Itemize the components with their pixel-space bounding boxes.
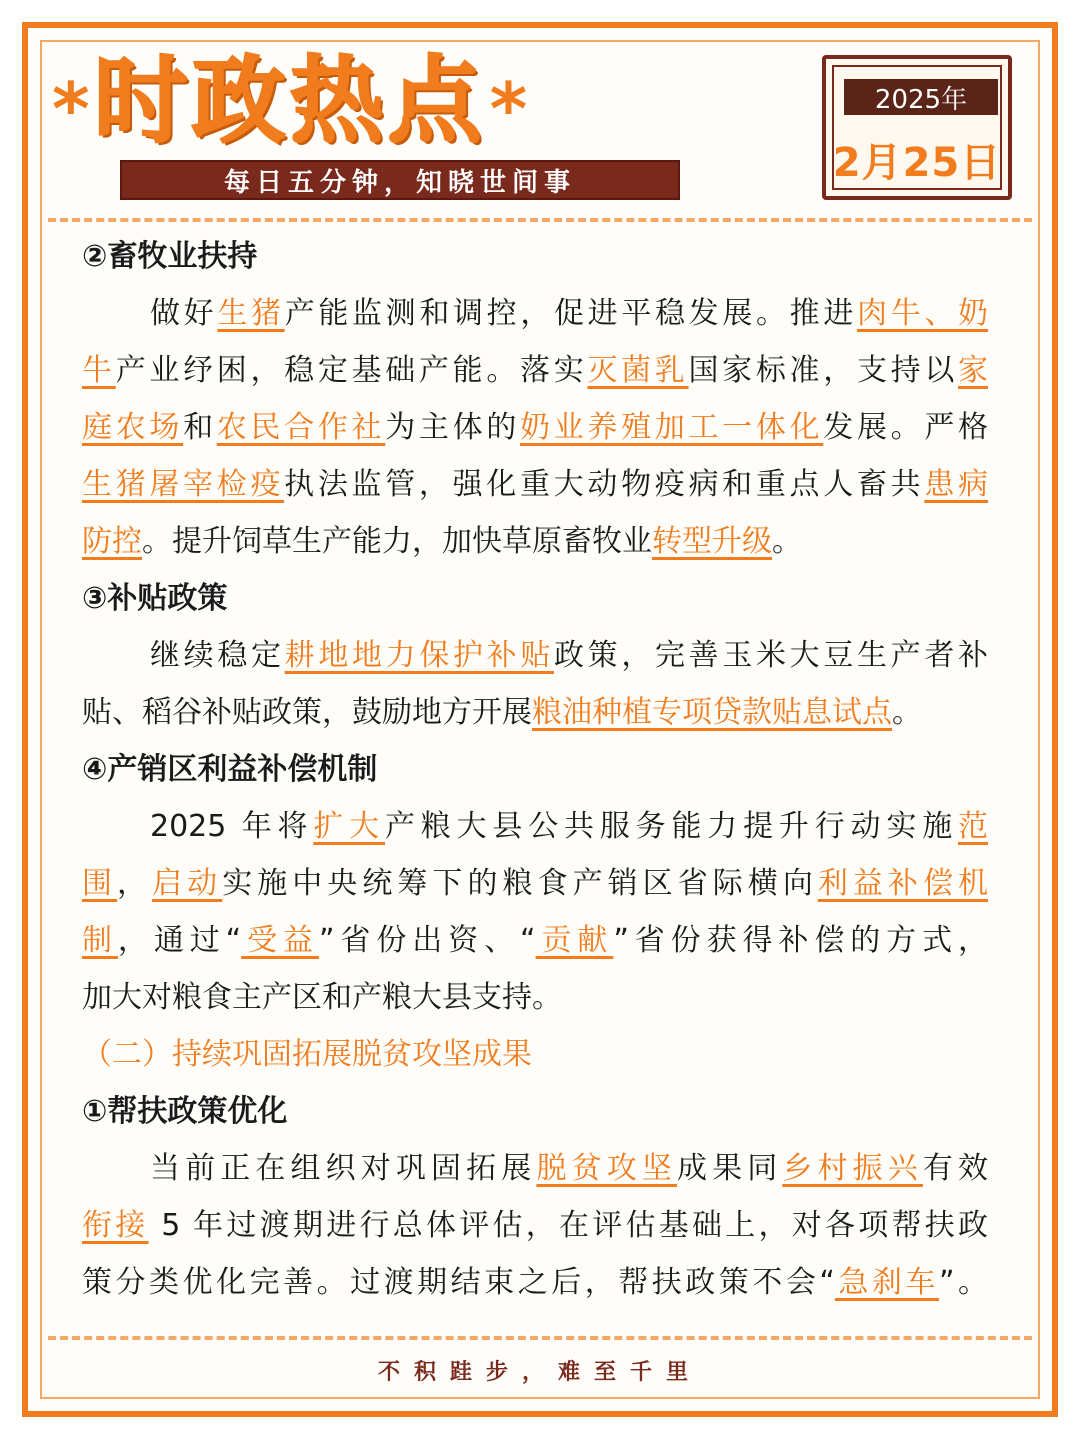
text-segment: 产粮大县公共服务能力提升行动实施 [384,809,959,844]
text-segment: 产业纾困，稳定基础产能。落实 [115,353,588,388]
section-heading [82,1083,988,1140]
text-segment: 产能监测和调控，促进平稳发展。推进 [284,296,858,331]
text-segment: 。 [772,524,802,559]
highlight-term: 农民合作社 [216,410,386,445]
text-segment: 有效 [922,1151,988,1186]
text-segment: 当前正在组织对巩固拓展 [150,1151,537,1186]
highlight-term: 围 [82,866,118,901]
text-segment: ①帮扶政策优化 [82,1094,288,1129]
highlight-term: 生猪屠宰检疫 [82,467,285,502]
text-segment: ”。 [938,1265,988,1300]
text-segment: 2025 年将 [150,809,314,844]
text-segment: ”省份出资、“ [318,923,536,958]
text-segment: 成果同 [676,1151,783,1186]
star-right: * [489,67,528,151]
highlight-term: 患病 [924,467,988,502]
text-segment: 执法监管，强化重大动物疫病和重点人畜共 [284,467,925,502]
text-segment: 。提升饲草生产能力，加快草原畜牧业 [142,524,652,559]
text-line [82,627,988,684]
text-segment: 加大对粮食主产区和产粮大县支持。 [82,980,562,1015]
bottom-divider [48,1336,1032,1340]
highlight-term: 生猪 [217,296,285,331]
top-divider [48,218,1032,222]
text-segment: 和 [183,410,217,445]
highlight-term: 利益补偿机 [817,866,988,901]
date-day: 2月25日 [832,140,1002,186]
highlight-term: 防控 [82,524,142,559]
text-segment: 5 年过渡期进行总体评估，在评估基础上，对各项帮扶政 [148,1208,988,1243]
highlight-term: 庭农场 [82,410,184,445]
text-line [82,912,988,969]
text-segment: ④产销区利益补偿机制 [82,752,378,787]
highlight-term: 扩大 [313,809,385,844]
highlight-term: 家 [958,353,988,388]
highlight-term: 衔接 [82,1208,149,1243]
text-segment: 政策，完善玉米大豆生产者补 [554,638,988,673]
text-segment: ②畜牧业扶持 [82,239,258,274]
highlight-term: 乡村振兴 [782,1151,923,1186]
text-segment: ， [117,866,153,901]
highlight-term: 急刹车 [834,1265,939,1300]
text-segment: ，通过“ [117,923,242,958]
highlight-term: 受益 [241,923,319,958]
text-segment: 贴、稻谷补贴政策，鼓励地方开展 [82,695,532,730]
text-segment: 实施中央统筹下的粮食产销区省际横向 [222,866,818,901]
text-line [82,855,988,912]
highlight-term: 范 [958,809,988,844]
highlight-term: 制 [82,923,118,958]
star-left: * [52,67,90,151]
section-heading [82,741,988,798]
text-line [82,399,988,456]
text-line [82,285,988,342]
section-heading [82,228,988,285]
section-heading [82,570,988,627]
text-segment: ③补贴政策 [82,581,228,616]
article-body [82,228,988,1311]
date-box [822,55,1012,200]
text-line [82,1140,988,1197]
highlight-term: 转型升级 [652,524,772,559]
highlight-term: 贡献 [535,923,614,958]
highlight-term: 奶业养殖加工一体化 [520,410,824,445]
text-segment: 为主体的 [385,410,521,445]
date-year: 2025年 [844,79,998,115]
section-heading [82,1026,988,1083]
text-line [82,798,988,855]
highlight-term: 脱贫攻坚 [536,1151,677,1186]
highlight-term: 启动 [152,866,223,901]
highlight-term: 粮油种植专项贷款贴息试点 [532,695,892,730]
text-segment: 继续稳定 [150,638,285,673]
text-segment: 国家标准，支持以 [688,353,959,388]
highlight-term: 耕地地力保护补贴 [284,638,555,673]
highlight-term: 肉牛、奶 [857,296,988,331]
text-line [82,1254,988,1311]
text-segment: 策分类优化完善。过渡期结束之后，帮扶政策不会“ [82,1265,835,1300]
text-line [82,456,988,513]
text-line [82,513,988,570]
footer-motto: 不积跬步，难至千里 [377,1360,702,1385]
text-segment: 。 [892,695,922,730]
text-segment: 做好 [150,296,218,331]
text-segment: （二）持续巩固拓展脱贫攻坚成果 [82,1037,532,1072]
text-segment: 发展。严格 [823,410,988,445]
title-text: 时政热点 [93,47,486,156]
text-line [82,969,988,1026]
text-line [82,1197,988,1254]
text-segment: ”省份获得补偿的方式， [613,923,988,958]
page-title [52,42,527,162]
highlight-term: 牛 [82,353,116,388]
highlight-term: 灭菌乳 [587,353,689,388]
text-line [82,342,988,399]
subtitle-banner: 每日五分钟，知晓世间事 [120,160,680,200]
text-line [82,684,988,741]
